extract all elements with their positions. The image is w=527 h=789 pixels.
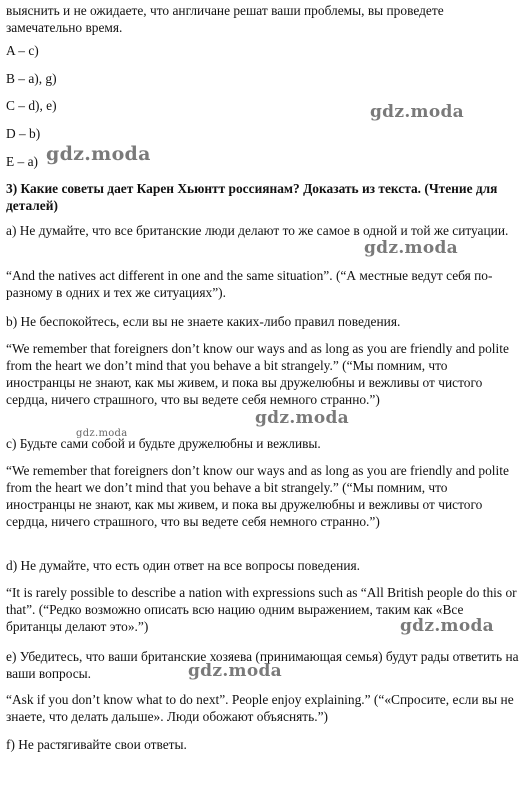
watermark: gdz.moda <box>400 616 494 636</box>
watermark: gdz.moda <box>76 428 128 439</box>
quote-e: “Ask if you don’t know what to do next”. People enjoy explaining.” (“«Спросите, если вы не знаете, что делать дальше». Люди обожают объяснять.”) <box>6 692 514 724</box>
watermark: gdz.moda <box>370 102 464 122</box>
watermark: gdz.moda <box>255 408 349 428</box>
watermark: gdz.moda <box>46 143 151 165</box>
answer-b: B – a), g) <box>6 71 57 86</box>
quote-d: “It is rarely possible to describe a nation with expressions such as “All British people do this or that”. (“Редко возможно описать всю нацию одним выражением, таким как «Все британцы делают это».”) <box>6 585 517 634</box>
advice-a: a) Не думайте, что все британские люди делают то же самое в одной и той же ситуации. <box>6 223 509 238</box>
answer-c: C – d), e) <box>6 98 57 113</box>
section-3-title: 3) Какие советы дает Карен Хьюнтт россиянам? Доказать из текста. (Чтение для деталей) <box>6 181 498 213</box>
advice-e: e) Убедитесь, что ваши британские хозяева (принимающая семья) будут рады ответить на ваши вопросы. <box>6 649 519 681</box>
answer-e: E – a) <box>6 154 38 169</box>
watermark: gdz.moda <box>188 661 282 681</box>
advice-b: b) Не беспокойтесь, если вы не знаете каких-либо правил поведения. <box>6 314 401 329</box>
quote-a: “And the natives act different in one and the same situation”. (“А местные ведут себя по-разному в одних и тех же ситуациях”). <box>6 268 493 300</box>
intro-paragraph: выяснить и не ожидаете, что англичане решат ваши проблемы, вы проведете замечательно время. <box>6 3 444 35</box>
advice-d: d) Не думайте, что есть один ответ на все вопросы поведения. <box>6 558 360 573</box>
answer-a: A – c) <box>6 43 39 58</box>
watermark: gdz.moda <box>364 238 458 258</box>
answer-d: D – b) <box>6 126 41 141</box>
advice-f: f) Не растягивайте свои ответы. <box>6 737 187 752</box>
quote-c: “We remember that foreigners don’t know our ways and as long as you are friendly and polite from the heart we don’t mind that you behave a bit strangely.” (“Мы помним, что иностранцы не знают, как мы живем, и пока вы дружелюбны и вежливы от чистого сердца, ничего страшного, что вы ведете себя немного странно.”) <box>6 463 509 529</box>
advice-c: c) Будьте сами собой и будьте дружелюбны и вежливы. <box>6 436 321 451</box>
quote-b: “We remember that foreigners don’t know our ways and as long as you are friendly and polite from the heart we don’t mind that you behave a bit strangely.” (“Мы помним, что иностранцы не знают, как мы живем, и пока вы дружелюбны и вежливы от чистого сердца, ничего страшного, что вы ведете себя немного странно.”) <box>6 341 509 407</box>
